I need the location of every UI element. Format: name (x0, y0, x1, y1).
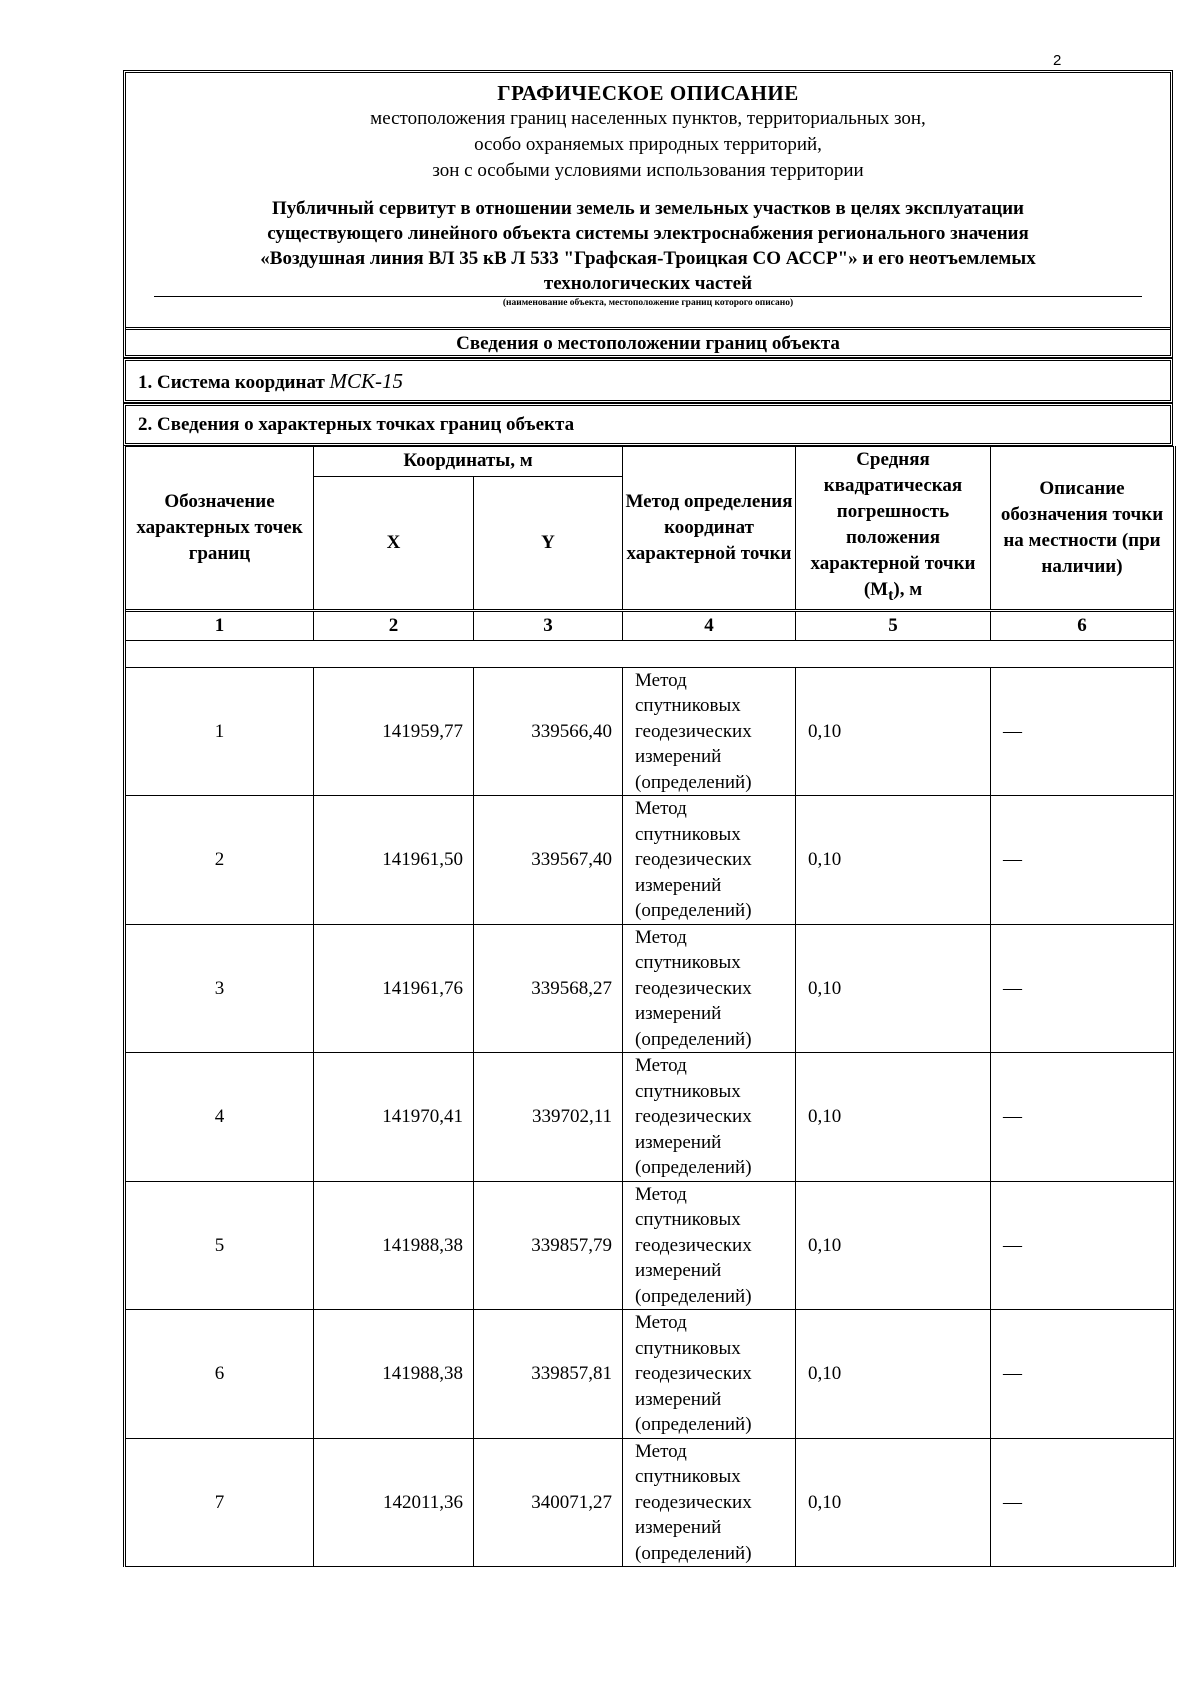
table-row (125, 924, 1175, 1053)
point-number-cell: 4 (125, 1053, 314, 1182)
point-number-cell: 1 (125, 667, 314, 796)
graphic-description-header (123, 70, 1173, 358)
table-row (125, 1310, 1175, 1439)
y-coordinate-cell: 340071,27 (474, 1438, 623, 1567)
coordinate-system-label: 1. Система координат (138, 372, 325, 393)
method-cell: Метод спутниковых геодезических измерений (определений) (623, 1053, 796, 1182)
page-number: 2 (1053, 52, 1062, 69)
table-row (125, 796, 1175, 925)
method-cell: Метод спутниковых геодезических измерений (определений) (623, 796, 796, 925)
point-number-cell: 5 (125, 1181, 314, 1310)
description-cell: — (991, 1438, 1175, 1567)
section-title: Сведения о местоположении границ объекта (126, 327, 1170, 360)
object-name-line: существующего линейного объекта системы электроснабжения регионального значения (267, 223, 1029, 244)
x-coordinate-cell: 141970,41 (314, 1053, 474, 1182)
description-cell: — (991, 1053, 1175, 1182)
document-title: ГРАФИЧЕСКОЕ ОПИСАНИЕ (497, 81, 799, 105)
points-table-body (125, 667, 1175, 1567)
header-error-subscript: t (888, 586, 894, 604)
error-cell: 0,10 (796, 667, 991, 796)
x-coordinate-cell: 141988,38 (314, 1181, 474, 1310)
coordinate-system-row (123, 358, 1173, 403)
subtitle-line: особо охраняемых природных территорий, (474, 134, 822, 155)
header-error-text: Средняя квадратическая погрешность положения характерной точки (M (810, 449, 976, 600)
header-y: Y (474, 476, 623, 610)
error-cell: 0,10 (796, 1310, 991, 1439)
table-row (125, 1181, 1175, 1310)
x-coordinate-cell: 141961,50 (314, 796, 474, 925)
table-row (125, 1438, 1175, 1567)
point-number-cell: 6 (125, 1310, 314, 1439)
point-number-cell: 3 (125, 924, 314, 1053)
column-number: 5 (796, 610, 991, 640)
method-cell: Метод спутниковых геодезических измерений (определений) (623, 1181, 796, 1310)
description-cell: — (991, 796, 1175, 925)
method-cell: Метод спутниковых геодезических измерений (определений) (623, 1310, 796, 1439)
subtitle-line: местоположения границ населенных пунктов, территориальных зон, (370, 108, 926, 129)
object-name (126, 196, 1170, 296)
object-name-line: технологических частей (543, 273, 753, 294)
points-section-title (123, 403, 1173, 446)
points-section-label: 2. Сведения о характерных точках границ объекта (138, 414, 575, 435)
header-description: Описание обозначения точки на местности (при наличии) (991, 447, 1175, 611)
header-coordinates: Координаты, м (314, 447, 623, 477)
x-coordinate-cell: 142011,36 (314, 1438, 474, 1567)
y-coordinate-cell: 339857,81 (474, 1310, 623, 1439)
description-cell: — (991, 924, 1175, 1053)
point-number-cell: 2 (125, 796, 314, 925)
object-name-caption: (наименование объекта, местоположение границ которого описано) (502, 298, 794, 308)
y-coordinate-cell: 339702,11 (474, 1053, 623, 1182)
error-cell: 0,10 (796, 924, 991, 1053)
column-number: 6 (991, 610, 1175, 640)
error-cell: 0,10 (796, 1053, 991, 1182)
header-point-designation: Обозначение характерных точек границ (125, 447, 314, 611)
blank-separator-row (125, 640, 1175, 667)
column-number: 4 (623, 610, 796, 640)
y-coordinate-cell: 339857,79 (474, 1181, 623, 1310)
table-row (125, 1053, 1175, 1182)
y-coordinate-cell: 339568,27 (474, 924, 623, 1053)
y-coordinate-cell: 339566,40 (474, 667, 623, 796)
x-coordinate-cell: 141959,77 (314, 667, 474, 796)
column-number: 1 (125, 610, 314, 640)
object-name-line: Публичный сервитут в отношении земель и земельных участков в целях эксплуатации (272, 198, 1024, 219)
object-name-underline (154, 296, 1142, 297)
description-cell: — (991, 1181, 1175, 1310)
header-method: Метод определения координат характерной точки (623, 447, 796, 611)
object-name-line: «Воздушная линия ВЛ 35 кВ Л 533 "Графская-Троицкая СО АССР"» и его неотъемлемых (260, 248, 1036, 269)
x-coordinate-cell: 141988,38 (314, 1310, 474, 1439)
header-error-unit: ), м (893, 579, 923, 600)
subtitle-line: зон с особыми условиями использования территории (432, 160, 864, 181)
description-cell: — (991, 1310, 1175, 1439)
header-x: X (314, 476, 474, 610)
table-row (125, 667, 1175, 796)
header-error (796, 447, 991, 611)
column-number: 2 (314, 610, 474, 640)
column-number: 3 (474, 610, 623, 640)
coordinate-system-value: МСК-15 (329, 369, 403, 393)
x-coordinate-cell: 141961,76 (314, 924, 474, 1053)
error-cell: 0,10 (796, 1181, 991, 1310)
method-cell: Метод спутниковых геодезических измерений (определений) (623, 667, 796, 796)
points-table (123, 446, 1176, 1567)
point-number-cell: 7 (125, 1438, 314, 1567)
method-cell: Метод спутниковых геодезических измерений (определений) (623, 924, 796, 1053)
error-cell: 0,10 (796, 796, 991, 925)
method-cell: Метод спутниковых геодезических измерений (определений) (623, 1438, 796, 1567)
error-cell: 0,10 (796, 1438, 991, 1567)
y-coordinate-cell: 339567,40 (474, 796, 623, 925)
description-cell: — (991, 667, 1175, 796)
